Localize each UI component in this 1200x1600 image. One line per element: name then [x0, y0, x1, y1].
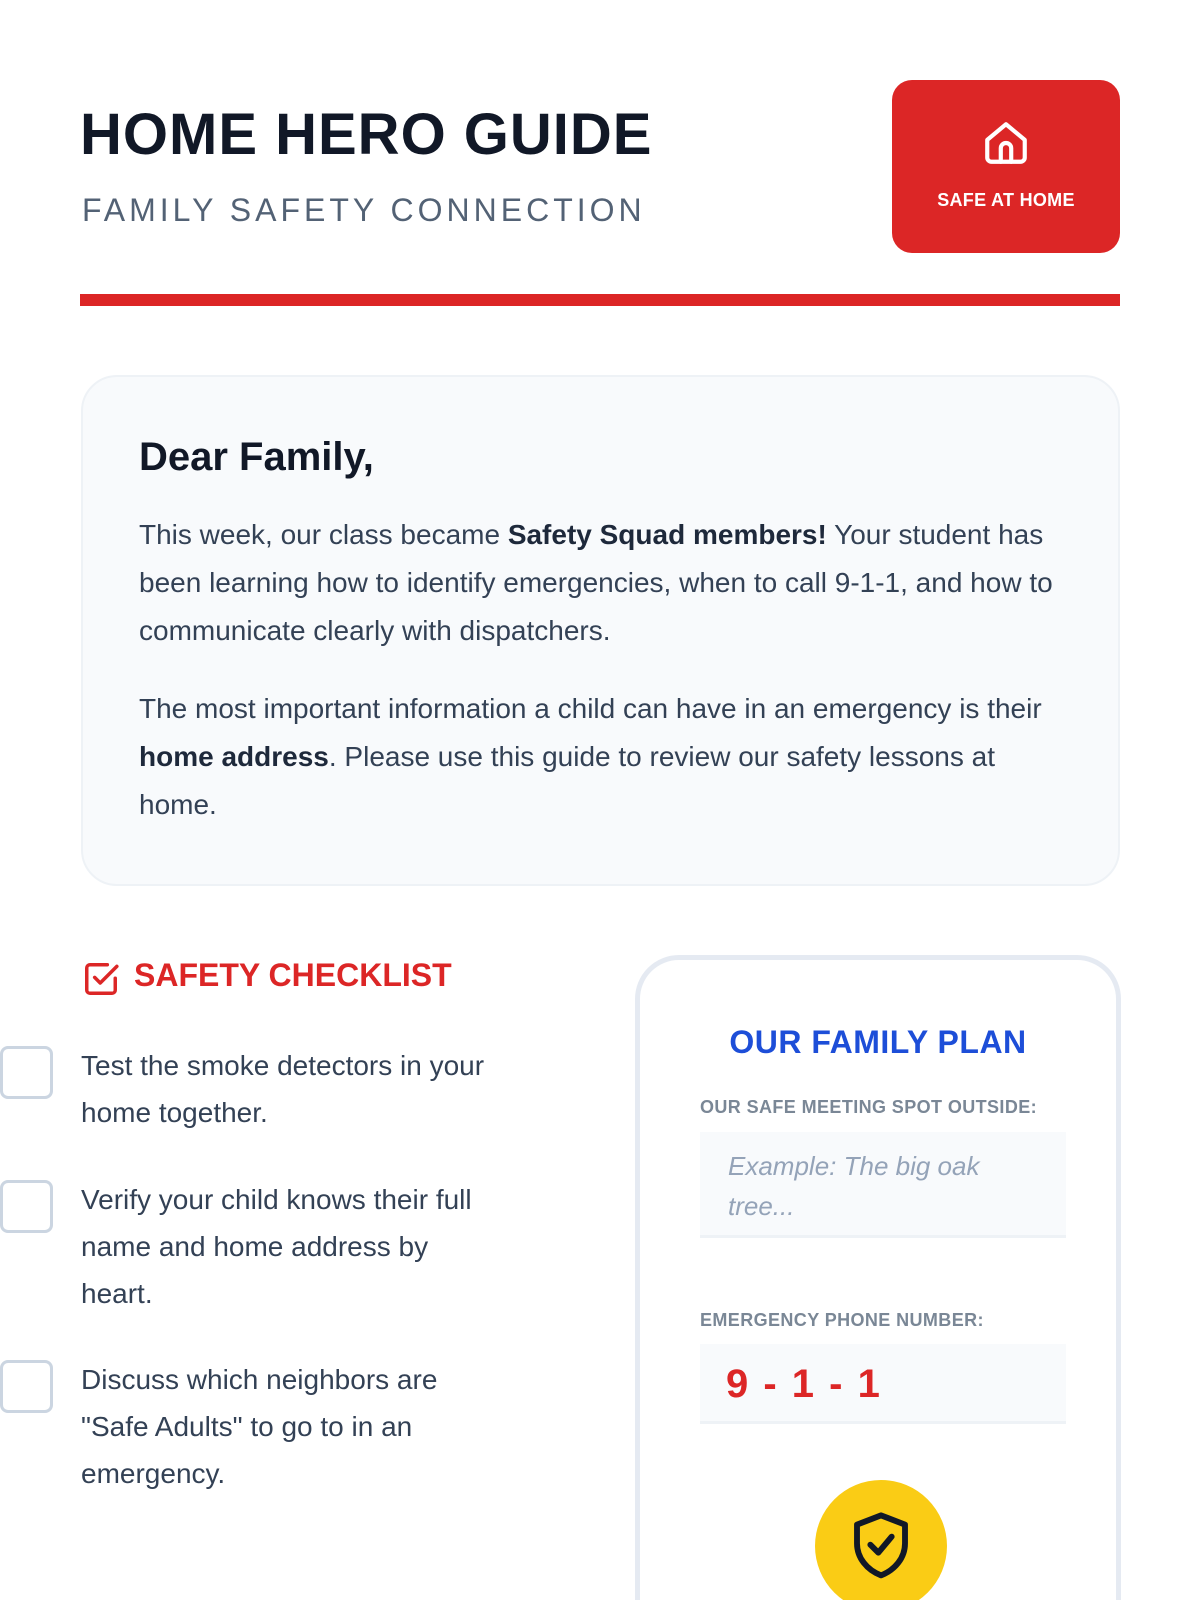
- meeting-spot-placeholder: Example: The big oak tree...: [728, 1151, 980, 1221]
- plan-title: OUR FAMILY PLAN: [729, 1024, 1027, 1060]
- page-title: HOME HERO GUIDE: [80, 102, 653, 167]
- letter-emphasis: Safety Squad members!: [507, 519, 827, 550]
- badge-label: SAFE AT HOME: [937, 190, 1075, 210]
- meeting-spot-input[interactable]: [700, 1132, 1066, 1238]
- checklist-checkbox[interactable]: [0, 1180, 53, 1233]
- checklist-title: SAFETY CHECKLIST: [134, 957, 452, 993]
- checklist-item[interactable]: [0, 1042, 520, 1142]
- checklist-item[interactable]: [0, 1356, 520, 1506]
- page-header: [80, 80, 1120, 250]
- page-subtitle: FAMILY SAFETY CONNECTION: [82, 192, 646, 228]
- checklist-checkbox[interactable]: [0, 1046, 53, 1099]
- letter-text: Your student has been learning how to identify emergencies, when to call 9-1-1, and how to communicate clearly with dispatchers.: [139, 519, 1053, 646]
- letter-text: . Please use this guide to review our safety lessons at home.: [139, 741, 995, 820]
- safe-at-home-badge: [892, 80, 1120, 253]
- letter-card: [81, 375, 1120, 886]
- letter-paragraph-1: [139, 511, 1059, 655]
- checklist-item-text: Verify your child knows their full name and home address by heart.: [81, 1184, 472, 1309]
- phone-number-label: EMERGENCY PHONE NUMBER:: [700, 1310, 984, 1330]
- checklist-item-text: Discuss which neighbors are "Safe Adults" to go to in an emergency.: [81, 1364, 438, 1489]
- family-plan-card: [635, 955, 1121, 1600]
- letter-greeting: Dear Family,: [139, 435, 374, 479]
- letter-text: This week, our class became: [139, 519, 508, 550]
- meeting-spot-label: OUR SAFE MEETING SPOT OUTSIDE:: [700, 1097, 1038, 1117]
- checkbox-icon: [82, 960, 120, 998]
- shield-badge: [815, 1480, 947, 1600]
- phone-number-field[interactable]: [700, 1344, 1066, 1424]
- shield-check-icon: [849, 1510, 913, 1582]
- checklist-item-text: Test the smoke detectors in your home together.: [81, 1050, 485, 1128]
- letter-text: The most important information a child can have in an emergency is their: [139, 693, 1042, 724]
- checklist-checkbox[interactable]: [0, 1360, 53, 1413]
- home-icon: [981, 118, 1031, 168]
- letter-emphasis: home address: [139, 741, 329, 772]
- letter-paragraph-2: [139, 685, 1059, 829]
- checklist-item[interactable]: [0, 1176, 520, 1326]
- phone-number-value: 9 - 1 - 1: [726, 1362, 882, 1406]
- header-divider: [80, 294, 1120, 306]
